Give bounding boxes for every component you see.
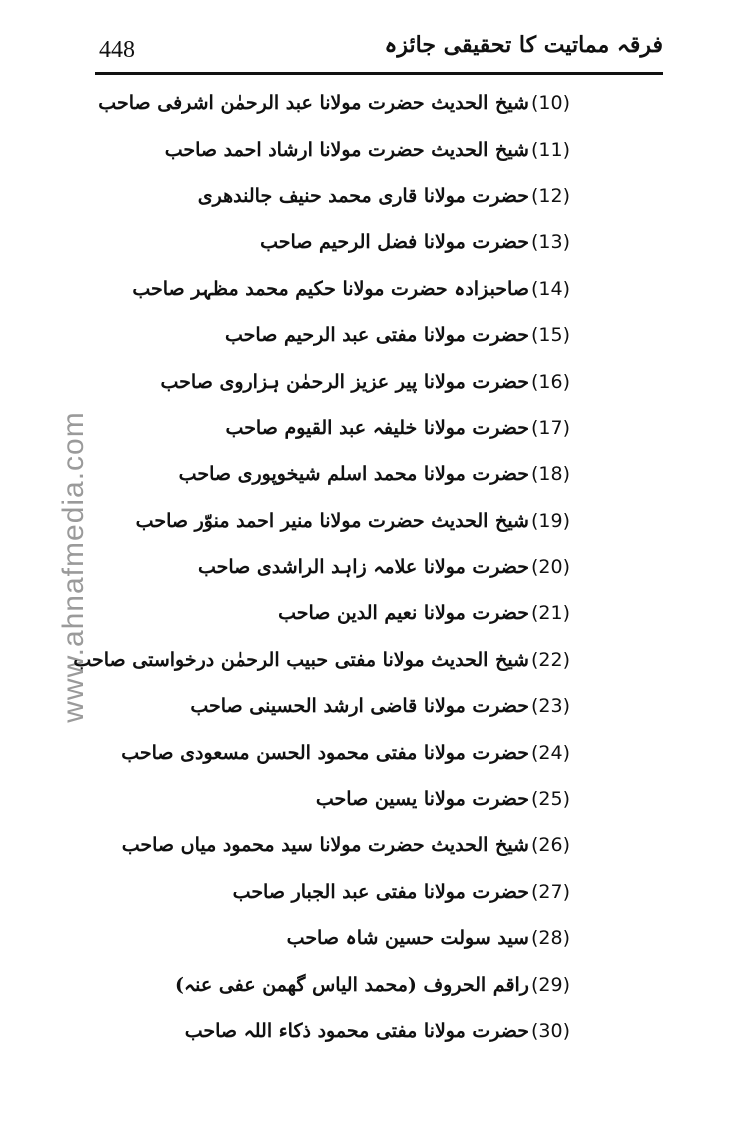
entry-text: حضرت مولانا محمد اسلم شیخوپوری صاحب [178, 463, 529, 486]
list-item [150, 405, 570, 451]
entry-number: (13) [530, 231, 570, 254]
entry-text: حضرت مولانا قاضی ارشد الحسینی صاحب [190, 695, 529, 718]
entry-text: حضرت مولانا یسین صاحب [315, 788, 529, 811]
header-rule [95, 72, 663, 75]
entry-text: صاحبزادہ حضرت مولانا حکیم محمد مظہر صاحب [132, 277, 529, 300]
list-item [150, 451, 570, 497]
list-item [150, 683, 570, 729]
entry-number: (23) [530, 695, 570, 718]
book-title: فرقہ مماتیت کا تحقیقی جائزہ [384, 32, 663, 58]
list-item [150, 173, 570, 219]
entry-number: (11) [530, 138, 570, 161]
entry-text: راقم الحروف (محمد الیاس گھمن عفی عنہ) [175, 973, 529, 996]
list-item [132, 266, 570, 312]
entry-number: (28) [530, 927, 570, 950]
list-item [150, 590, 570, 636]
entry-text: حضرت مولانا مفتی عبد الرحیم صاحب [225, 324, 529, 347]
entry-text: شیخ الحدیث حضرت مولانا منیر احمد منوّر صاحب [135, 509, 529, 532]
entry-text: حضرت مولانا علامہ زاہد الراشدی صاحب [197, 556, 529, 579]
entry-number: (12) [530, 184, 570, 207]
list-item [150, 869, 570, 915]
entry-text: سید سولت حسین شاہ صاحب [286, 927, 529, 950]
watermark-text: www.ahnafmedia.com [57, 411, 90, 723]
entry-number: (19) [530, 509, 570, 532]
entry-text: حضرت مولانا نعیم الدین صاحب [278, 602, 529, 625]
entry-text: حضرت مولانا خلیفہ عبد القیوم صاحب [225, 416, 529, 439]
entry-number: (15) [530, 324, 570, 347]
entry-number: (29) [530, 973, 570, 996]
list-item [150, 961, 570, 1007]
entry-text: حضرت مولانا قاری محمد حنیف جالندھری [197, 184, 529, 207]
entry-text: شیخ الحدیث حضرت مولانا سید محمود میاں صاحب [121, 834, 529, 857]
list-item [150, 915, 570, 961]
entry-number: (26) [530, 834, 570, 857]
list-item [150, 544, 570, 590]
entry-number: (27) [530, 880, 570, 903]
entry-number: (22) [530, 648, 570, 671]
entry-text: شیخ الحدیث حضرت مولانا عبد الرحمٰن اشرفی صاحب [98, 92, 529, 115]
entry-number: (21) [530, 602, 570, 625]
list-item [135, 498, 570, 544]
entry-text: شیخ الحدیث حضرت مولانا ارشاد احمد صاحب [164, 138, 529, 161]
entry-number: (25) [530, 788, 570, 811]
list-item [121, 822, 570, 868]
entry-text: حضرت مولانا مفتی محمود الحسن مسعودی صاحب [121, 741, 529, 764]
entry-number: (10) [530, 92, 570, 115]
list-item [150, 126, 570, 172]
list-item [150, 358, 570, 404]
entry-text: حضرت مولانا پیر عزیز الرحمٰن ہزاروی صاحب [160, 370, 529, 393]
list-item [121, 729, 570, 775]
entry-number: (24) [530, 741, 570, 764]
list-item [150, 1008, 570, 1054]
entry-text: حضرت مولانا فضل الرحیم صاحب [260, 231, 529, 254]
entry-number: (17) [530, 416, 570, 439]
entry-number: (16) [530, 370, 570, 393]
entry-number: (18) [530, 463, 570, 486]
entry-text: حضرت مولانا مفتی محمود ذکاء اللہ صاحب [184, 1020, 529, 1042]
list-item [73, 637, 570, 683]
list-item [150, 219, 570, 265]
list-item [98, 80, 570, 126]
entry-number: (20) [530, 556, 570, 579]
entry-text: شیخ الحدیث مولانا مفتی حبیب الرحمٰن درخواستی صاحب [73, 648, 529, 671]
entry-number: (14) [530, 277, 570, 300]
page-number: 448 [99, 37, 135, 63]
entry-text: حضرت مولانا مفتی عبد الجبار صاحب [232, 880, 529, 903]
list-item [150, 776, 570, 822]
entry-number: (30) [530, 1020, 570, 1042]
list-item [150, 312, 570, 358]
page-header [95, 28, 663, 72]
